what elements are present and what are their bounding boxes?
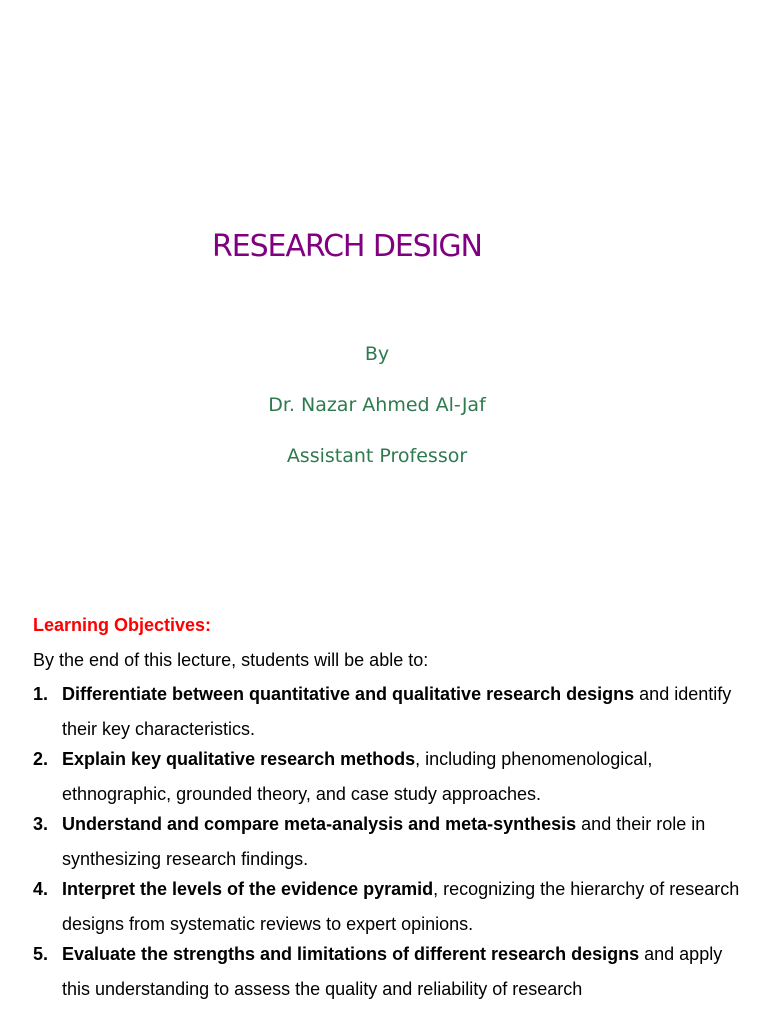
objective-item: [33, 807, 743, 876]
author-name: Dr. Nazar Ahmed Al-Jaf: [268, 394, 486, 416]
objectives-heading: Learning Objectives:: [33, 615, 212, 635]
objective-key-phrase: Understand and compare meta-analysis and meta-synthesis: [62, 814, 577, 834]
objective-item: [33, 937, 743, 1006]
author-position: Assistant Professor: [286, 445, 468, 467]
objective-key-phrase: Evaluate the strengths and limitations of different research designs: [62, 944, 640, 964]
objective-number: 1.: [33, 684, 49, 704]
objective-detail: , recognizing the hierarchy of research designs from systematic reviews to expert opinions.: [62, 879, 740, 934]
learning-objectives-section: [33, 612, 743, 1006]
objective-key-phrase: Explain key qualitative research methods: [62, 749, 416, 769]
objective-number: 3.: [33, 814, 49, 834]
objective-number: 2.: [33, 749, 49, 769]
objectives-intro: By the end of this lecture, students will be able to:: [33, 650, 429, 670]
objective-number: 4.: [33, 879, 49, 899]
objective-detail: and apply this understanding to assess the quality and reliability of research: [62, 944, 723, 999]
objective-number: 5.: [33, 944, 49, 964]
objective-key-phrase: Differentiate between quantitative and qualitative research designs: [62, 684, 635, 704]
byline-by: By: [364, 343, 390, 365]
objective-detail: , including phenomenological, ethnographic, grounded theory, and case study approaches.: [62, 749, 653, 804]
objective-detail: and identify their key characteristics.: [62, 684, 732, 739]
objective-detail: and their role in synthesizing research findings.: [62, 814, 706, 869]
objective-key-phrase: Interpret the levels of the evidence pyramid: [62, 879, 434, 899]
objective-item: [33, 677, 743, 746]
objectives-list: [33, 677, 743, 1006]
objective-item: [33, 742, 743, 811]
objective-item: [33, 872, 743, 941]
page-title: RESEARCH DESIGN: [212, 229, 482, 264]
